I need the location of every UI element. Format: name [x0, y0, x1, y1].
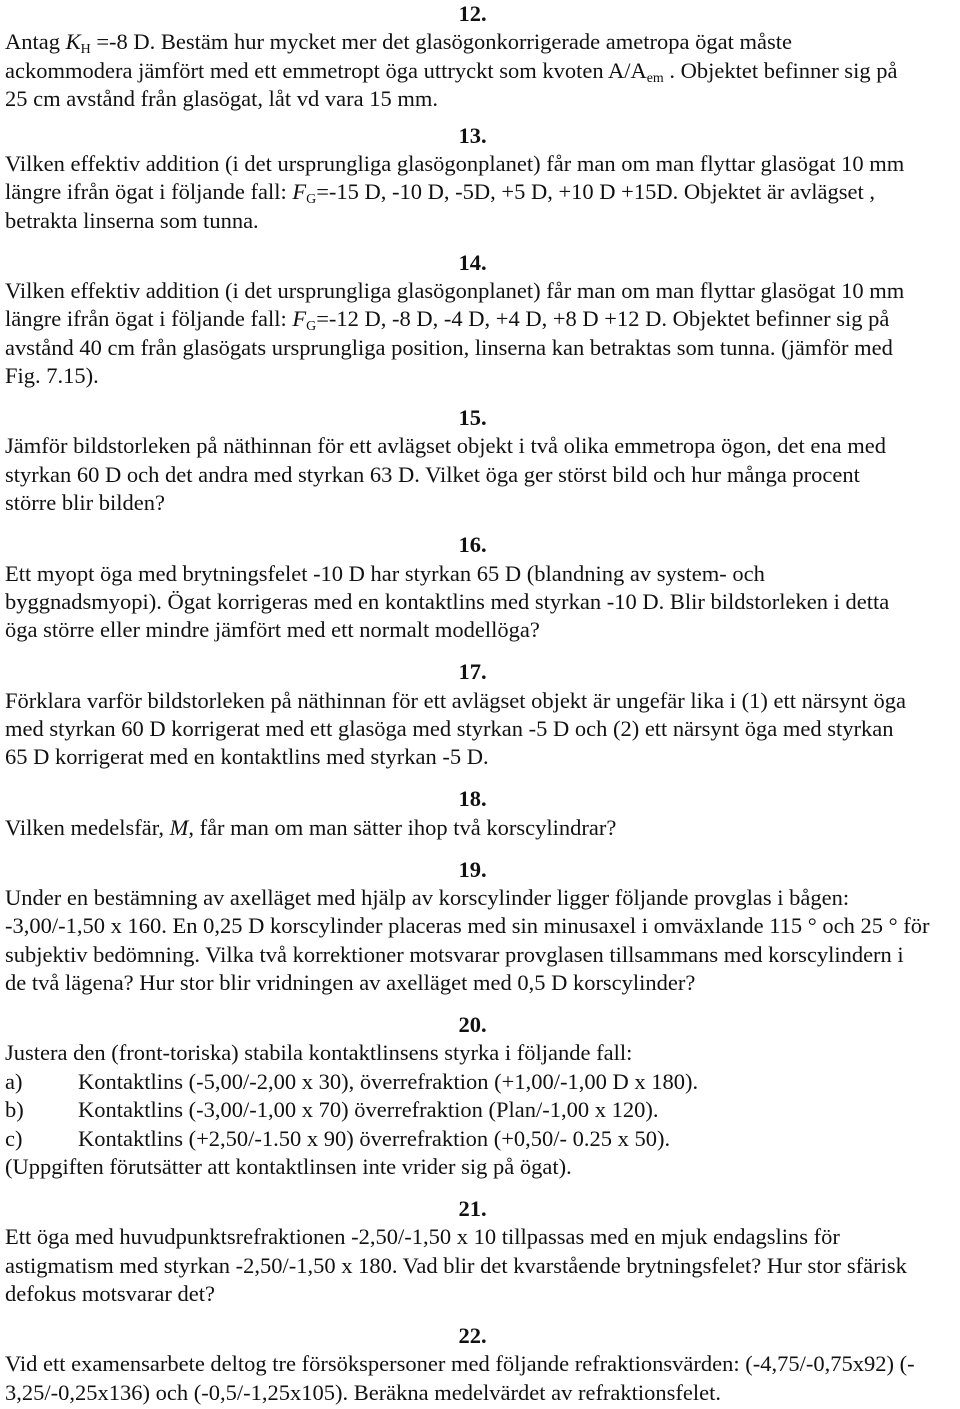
variable-f: F [292, 306, 307, 332]
problem-20-item-c [5, 1125, 940, 1153]
text-segment: =-8 D. Bestäm hur mycket mer det glasögonkorrigerade ametropa ögat måste [90, 29, 792, 55]
problem-number: 12. [458, 1, 487, 26]
problem-12-line-3: 25 cm avstånd från glasögat, låt vd vara 15 mm. [5, 86, 439, 112]
problem-20 [5, 1011, 940, 1181]
item-text: Kontaktlins (-5,00/-2,00 x 30), överrefraktion (+1,00/-1,00 D x 180). [78, 1068, 699, 1094]
problem-number: 18. [458, 786, 487, 812]
problem-14-line-4: Fig. 7.15). [5, 363, 99, 389]
problem-16-line-3: öga större eller mindre jämfört med ett normalt modellöga? [5, 617, 540, 643]
subscript: G [306, 192, 317, 208]
problem-22 [5, 1322, 940, 1407]
problem-number: 14. [458, 249, 487, 275]
problem-17-line-1: Förklara varför bildstorleken på näthinnan för ett avlägset objekt är ungefär lika i (1) ett närsynt öga [5, 687, 906, 713]
item-text: Kontaktlins (-3,00/-1,00 x 70) överrefraktion (Plan/-1,00 x 120). [78, 1097, 659, 1123]
problem-14 [5, 249, 940, 391]
problem-16 [5, 531, 940, 645]
item-text: Kontaktlins (+2,50/-1.50 x 90) överrefraktion (+0,50/- 0.25 x 50). [78, 1125, 671, 1151]
problem-20-item-a [5, 1068, 940, 1096]
subscript: em [646, 70, 664, 86]
subscript: H [80, 42, 91, 58]
problem-13-line-3: betrakta linserna som tunna. [5, 207, 259, 233]
item-label: c) [5, 1125, 23, 1151]
problem-22-line-2: 3,25/-0,25x136) och (-0,5/-1,25x105). Beräkna medelvärdet av refraktionsfelet. [5, 1379, 722, 1405]
text-segment: Antag [5, 29, 66, 55]
problem-19-line-2: -3,00/-1,50 x 160. En 0,25 D korscylinder placeras med sin minusaxel i omväxlande 115 ° och 25 ° för [5, 913, 930, 939]
problem-20-item-b [5, 1096, 940, 1124]
item-label: a) [5, 1068, 23, 1094]
subscript: G [306, 319, 317, 335]
problem-14-line-3: avstånd 40 cm från glasögats ursprungliga position, linserna kan betraktas som tunna. (jämför med [5, 334, 893, 360]
problem-19 [5, 856, 940, 998]
text-segment: längre ifrån ögat i följande fall: [5, 306, 293, 332]
problem-number: 19. [458, 856, 487, 882]
problem-12-line-1 [5, 28, 940, 56]
problem-16-line-1: Ett myopt öga med brytningsfelet -10 D har styrkan 65 D (blandning av system- och [5, 560, 765, 586]
text-segment: , får man om man sätter ihop två korscylindrar? [188, 814, 617, 840]
problem-15-line-3: större blir bilden? [5, 490, 165, 516]
problem-21-line-3: defokus motsvarar det? [5, 1281, 215, 1307]
problem-22-line-1: Vid ett examensarbete deltog tre försökspersoner med följande refraktionsvärden: (-4,75/-0,75x92) (- [5, 1351, 915, 1377]
text-segment: ackommodera jämfört med ett emmetropt öga uttryckt som kvoten A/A [5, 57, 647, 83]
problem-17 [5, 658, 940, 772]
text-segment: =-15 D, -10 D, -5D, +5 D, +10 D +15D. Objektet är avlägset , [316, 179, 875, 205]
problem-15-line-2: styrkan 60 D och det andra med styrkan 63 D. Vilket öga ger störst bild och hur många procent [5, 461, 860, 487]
problem-number: 13. [458, 122, 487, 148]
problem-19-line-3: subjektiv bedömning. Vilka två korrektioner motsvarar provglasen tillsammans med korscylindern i [5, 941, 904, 967]
problem-13 [5, 122, 940, 236]
text-segment: längre ifrån ögat i följande fall: [5, 179, 293, 205]
text-segment: . Objektet befinner sig på [663, 57, 898, 83]
problem-21 [5, 1195, 940, 1309]
text-segment: Vilken medelsfär, [5, 814, 170, 840]
problem-13-line-1: Vilken effektiv addition (i det ursprungliga glasögonplanet) får man om man flyttar glasögat 10 mm [5, 150, 905, 176]
problem-number: 15. [458, 405, 487, 431]
variable-k: K [65, 29, 81, 55]
problem-16-line-2: byggnadsmyopi). Ögat korrigeras med en kontaktlins med styrkan -10 D. Blir bildstorleken i detta [5, 588, 890, 614]
problem-17-line-3: 65 D korrigerat med en kontaktlins med styrkan -5 D. [5, 744, 489, 770]
problem-13-line-2 [5, 178, 940, 206]
problem-17-line-2: med styrkan 60 D korrigerat med ett glasöga med styrkan -5 D och (2) ett närsynt öga med styrkan [5, 715, 894, 741]
variable-m: M [169, 814, 189, 840]
problem-12 [5, 0, 940, 114]
problem-20-line-5: (Uppgiften förutsätter att kontaktlinsen inte vrider sig på ögat). [5, 1153, 572, 1179]
item-label: b) [5, 1097, 24, 1123]
problem-21-line-2: astigmatism med styrkan -2,50/-1,50 x 180. Vad blir det kvarstående brytningsfelet? Hur stor sfärisk [5, 1252, 907, 1278]
problem-18-line-1 [5, 814, 940, 842]
problem-19-line-4: de två lägena? Hur stor blir vridningen av axelläget med 0,5 D korscylinder? [5, 970, 696, 996]
problem-number: 21. [458, 1195, 487, 1221]
problem-15-line-1: Jämför bildstorleken på näthinnan för ett avlägset objekt i två olika emmetropa ögon, det ena med [5, 433, 886, 459]
variable-f: F [292, 179, 307, 205]
problem-number: 17. [458, 659, 487, 685]
problem-18 [5, 785, 940, 842]
problem-19-line-1: Under en bestämning av axelläget med hjälp av korscylinder ligger följande provglas i bågen: [5, 884, 850, 910]
problem-15 [5, 404, 940, 518]
text-segment: =-12 D, -8 D, -4 D, +4 D, +8 D +12 D. Objektet befinner sig på [316, 306, 890, 332]
problem-20-line-1: Justera den (front-toriska) stabila kontaktlinsens styrka i följande fall: [5, 1040, 633, 1066]
page-content [5, 0, 940, 1407]
problem-number: 16. [458, 532, 487, 558]
problem-21-line-1: Ett öga med huvudpunktsrefraktionen -2,50/-1,50 x 10 tillpassas med en mjuk endagslins för [5, 1224, 840, 1250]
problem-14-line-2 [5, 305, 940, 333]
problem-number: 20. [458, 1012, 487, 1037]
problem-number: 22. [458, 1322, 487, 1348]
problem-12-line-2 [5, 57, 940, 85]
problem-14-line-1: Vilken effektiv addition (i det ursprungliga glasögonplanet) får man om man flyttar glasögat 10 mm [5, 278, 905, 304]
